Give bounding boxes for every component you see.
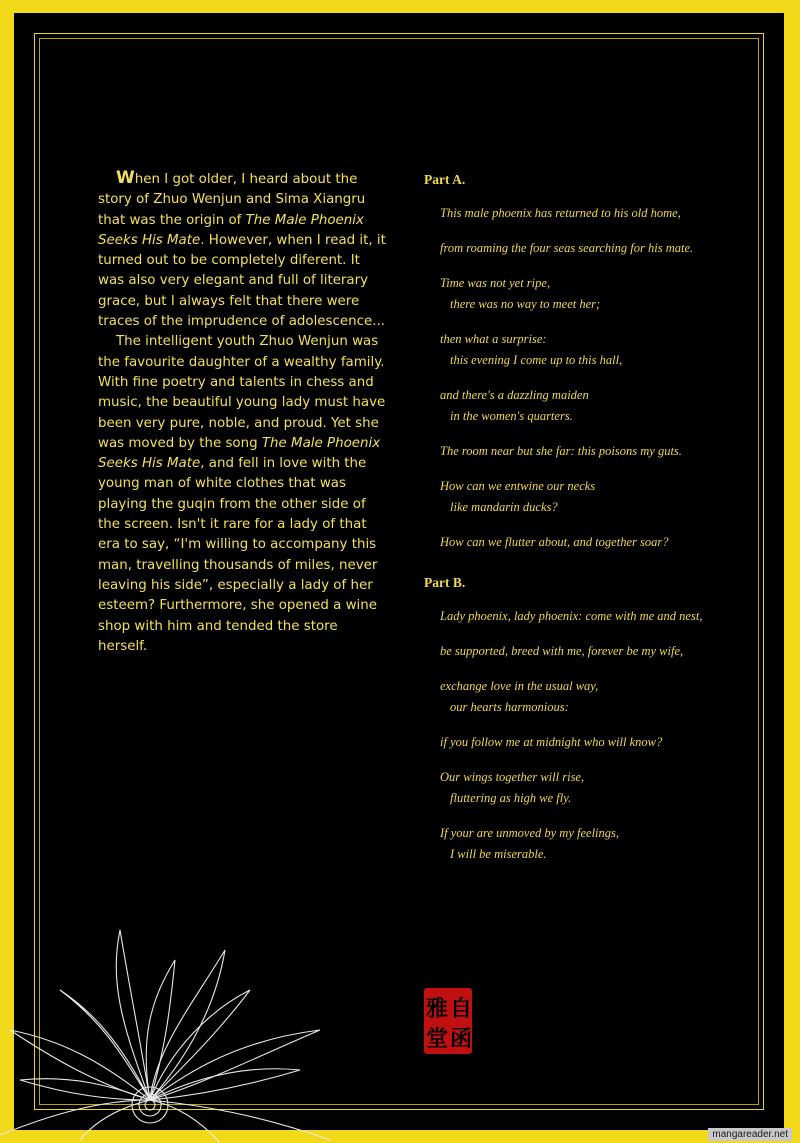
part-b-heading: Part B. bbox=[424, 575, 466, 590]
essay-p2-end: , and fell in love with the young man of white clothes that was playing the guqin from the other side of the screen. Isn't it rare for a lady of that era to say, “I'm willing to accompany this man, travelling thousands of miles, never leaving his side”, especially a lady of her esteem? Furthermore, she opened a wine shop with him and tended the store herself. bbox=[98, 456, 378, 654]
poem-line: How can we entwine our necks bbox=[440, 479, 596, 493]
poem-verse bbox=[440, 676, 754, 718]
poem-line: this evening I come up to this hall, bbox=[450, 353, 623, 367]
essay-column bbox=[98, 168, 388, 657]
poem-line: Our wings together will rise, bbox=[440, 770, 585, 784]
poem-line: Time was not yet ripe, bbox=[440, 276, 551, 290]
essay-p2-text: The intelligent youth Zhuo Wenjun was the favourite daughter of a wealthy family. With fine poetry and talents in chess and music, the beautiful young lady must have been very pure, noble, and proud. Yet she was moved by the song bbox=[98, 334, 386, 451]
poem-column bbox=[424, 172, 754, 879]
essay-paragraph-2 bbox=[98, 332, 388, 657]
poem-line: be supported, breed with me, forever be my wife, bbox=[440, 644, 684, 658]
site-watermark: mangareader.net bbox=[708, 1128, 792, 1141]
poem-line: if you follow me at midnight who will know? bbox=[440, 735, 663, 749]
poem-verse bbox=[440, 767, 754, 809]
poem-line: I will be miserable. bbox=[450, 847, 547, 861]
poem-verse bbox=[440, 823, 754, 865]
part-b-verses bbox=[424, 606, 754, 865]
flower-illustration bbox=[0, 900, 360, 1143]
drop-cap: W bbox=[116, 168, 135, 188]
poem-line: our hearts harmonious: bbox=[450, 700, 569, 714]
essay-p1-title: The Male Phoenix Seeks His Mate bbox=[98, 212, 364, 248]
poem-line: fluttering as high we fly. bbox=[450, 791, 572, 805]
poem-line: there was no way to meet her; bbox=[450, 297, 601, 311]
poem-verse bbox=[440, 441, 754, 462]
poem-verse bbox=[440, 532, 754, 553]
seal-glyph-1: 自 bbox=[450, 996, 473, 1021]
poem-verse bbox=[440, 476, 754, 518]
part-a-verses bbox=[424, 203, 754, 553]
poem-line: If your are unmoved by my feelings, bbox=[440, 826, 619, 840]
poem-line: and there's a dazzling maiden bbox=[440, 388, 589, 402]
essay-p1-text: hen I got older, I heard about the story of Zhuo Wenjun and Sima Xiangru that was the origin of bbox=[98, 172, 366, 228]
poem-line: Lady phoenix, lady phoenix: come with me and nest, bbox=[440, 609, 703, 623]
poem-verse bbox=[440, 238, 754, 259]
red-seal-stamp bbox=[424, 988, 472, 1054]
poem-line: This male phoenix has returned to his old home, bbox=[440, 206, 681, 220]
seal-glyph-3: 雅 bbox=[426, 996, 449, 1021]
poem-verse bbox=[440, 385, 754, 427]
poem-verse bbox=[440, 732, 754, 753]
essay-p2-title: The Male Phoenix Seeks His Mate bbox=[98, 435, 381, 472]
poem-verse bbox=[440, 329, 754, 371]
part-a-heading: Part A. bbox=[424, 172, 466, 187]
poem-line: How can we flutter about, and together soar? bbox=[440, 535, 669, 549]
essay-p1-end: . However, when I read it, it turned out to be completely diferent. It was also very elegant and full of literary grace, but I always felt that there were traces of the imprudence of adolescence... bbox=[98, 232, 386, 330]
poem-line: from roaming the four seas searching for his mate. bbox=[440, 241, 694, 255]
seal-glyph-2: 函 bbox=[450, 1026, 473, 1051]
poem-verse bbox=[440, 203, 754, 224]
poem-line: exchange love in the usual way, bbox=[440, 679, 599, 693]
poem-line: like mandarin ducks? bbox=[450, 500, 558, 514]
seal-glyph-4: 堂 bbox=[426, 1026, 449, 1051]
essay-paragraph-1 bbox=[98, 168, 388, 332]
poem-line: The room near but she far: this poisons my guts. bbox=[440, 444, 682, 458]
poem-line: in the women's quarters. bbox=[450, 409, 573, 423]
poem-line: then what a surprise: bbox=[440, 332, 547, 346]
poem-verse bbox=[440, 641, 754, 662]
poem-verse bbox=[440, 273, 754, 315]
poem-verse bbox=[440, 606, 754, 627]
